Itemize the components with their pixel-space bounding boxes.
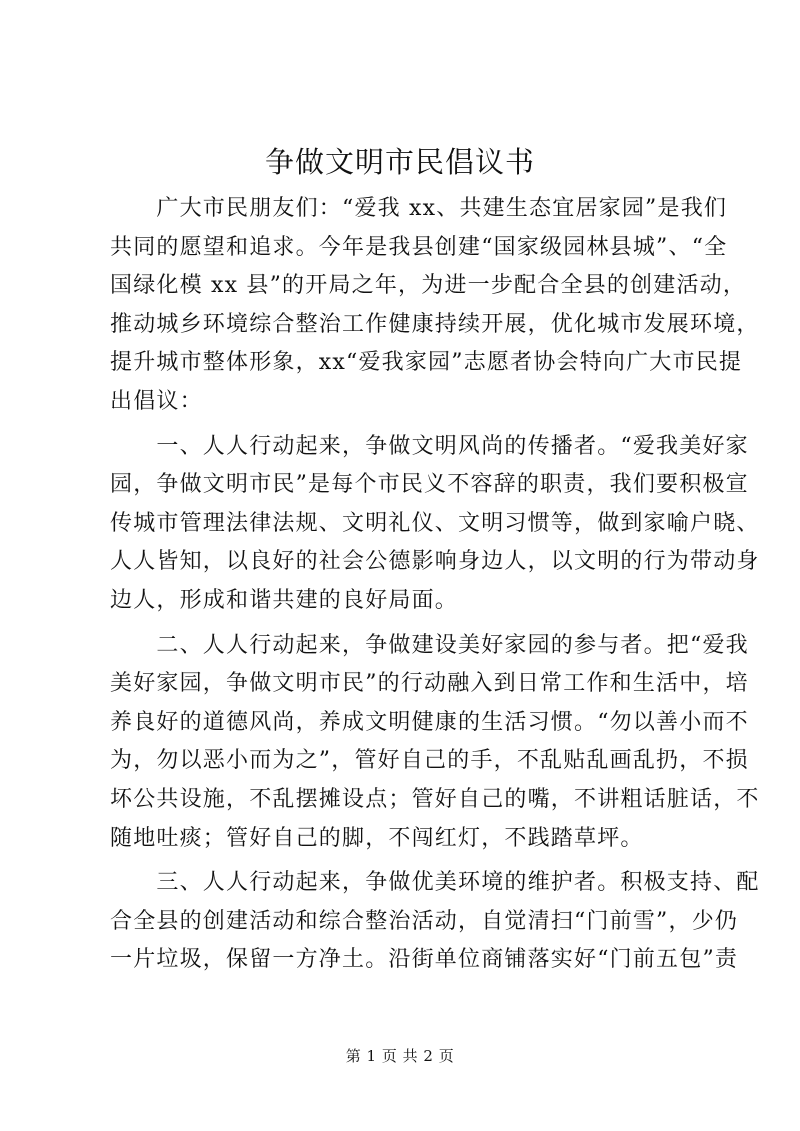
paragraph-item-1 [110,428,760,621]
text-line: 随地吐痰；管好自己的脚，不闯红灯，不践踏草坪。 [110,825,644,851]
paragraph-item-3 [110,864,760,980]
document-body [110,190,760,980]
paragraph-greeting [110,190,760,422]
text-line: 传城市管理法律法规、文明礼仪、文明习惯等，做到家喻户晓、 [110,510,760,536]
text-line: 一、人人行动起来，争做文明风尚的传播者。“爱我美好家 [110,433,749,459]
document-title: 争做文明市民倡议书 [264,145,535,179]
text-line: 三、人人行动起来，争做优美环境的维护者。积极支持、配 [110,870,760,896]
text-line: 共同的愿望和追求。今年是我县创建“国家级园林县城”、“全 [110,234,728,260]
text-line: 一片垃圾，保留一方净土。沿街单位商铺落实好“门前五包”责 [110,947,739,973]
text-line: 提升城市整体形象，xx“爱我家园”志愿者协会特向广大市民提 [110,350,743,376]
text-line: 出倡议： [110,388,203,414]
text-line: 二、人人行动起来，争做建设美好家园的参与者。把“爱我 [110,632,749,658]
paragraph-item-2 [110,627,760,859]
text-line: 为，勿以恶小而为之”，管好自己的手，不乱贴乱画乱扔，不损 [110,748,749,774]
text-line: 美好家园，争做文明市民”的行动融入到日常工作和生活中，培 [110,671,749,697]
text-line: 养良好的道德风尚，养成文明健康的生活习惯。“勿以善小而不 [110,709,749,735]
text-line: 园，争做文明市民”是每个市民义不容辞的职责，我们要积极宣 [110,472,749,498]
text-line: 广大市民朋友们：“爱我 xx、共建生态宜居家园”是我们 [110,196,728,221]
text-line: 坏公共设施，不乱摆摊设点；管好自己的嘴，不讲粗话脏话，不 [110,786,760,812]
text-line: 推动城乡环境综合整治工作健康持续开展，优化城市发展环境， [110,311,760,337]
text-line: 国绿化模 xx 县”的开局之年，为进一步配合全县的创建活动， [110,273,747,299]
text-line: 合全县的创建活动和综合整治活动，自觉清扫“门前雪”，少仍 [110,908,739,934]
text-line: 边人，形成和谐共建的良好局面。 [110,587,459,613]
page-number-footer: 第 1 页 共 2 页 [345,1047,455,1065]
text-line: 人人皆知，以良好的社会公德影响身边人，以文明的行为带动身 [110,549,760,575]
